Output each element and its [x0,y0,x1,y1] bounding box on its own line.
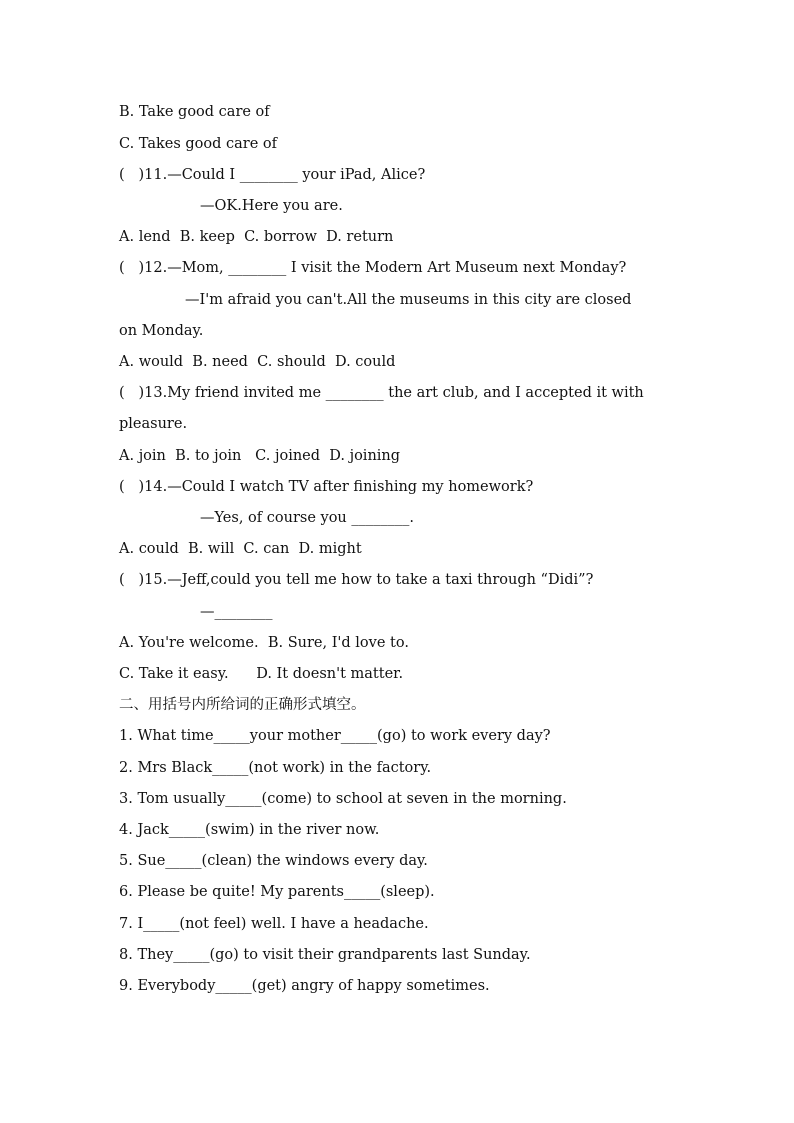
fill-in-item-9: 9. Everybody_____(get) angry of happy sometimes. [119,978,490,994]
option-b-previous: B. Take good care of [119,104,270,120]
question-12-options: A. would B. need C. should D. could [119,354,396,370]
question-15-stem: ( )15.—Jeff,could you tell me how to take a taxi through “Didi”? [119,572,594,588]
question-13-stem-line2: pleasure. [119,416,188,432]
fill-in-item-3: 3. Tom usually_____(come) to school at seven in the morning. [119,791,567,807]
question-14-options: A. could B. will C. can D. might [119,541,362,557]
question-12-stem: ( )12.—Mom, ________ I visit the Modern Art Museum next Monday? [119,260,627,276]
section-2-heading: 二、用括号内所给词的正确形式填空。 [119,697,366,713]
fill-in-item-7: 7. I_____(not feel) well. I have a headache. [119,916,429,932]
question-14-reply: —Yes, of course you ________. [200,510,414,526]
fill-in-item-2: 2. Mrs Black_____(not work) in the factory. [119,760,432,776]
question-13-options: A. join B. to join C. joined D. joining [119,448,401,464]
fill-in-item-4: 4. Jack_____(swim) in the river now. [119,822,380,838]
question-11-stem: ( )11.—Could I ________ your iPad, Alice? [119,167,426,183]
question-15-options-line2: C. Take it easy. D. It doesn't matter. [119,666,404,682]
question-11-options: A. lend B. keep C. borrow D. return [119,229,394,245]
fill-in-item-6: 6. Please be quite! My parents_____(sleep). [119,884,435,900]
fill-in-item-5: 5. Sue_____(clean) the windows every day. [119,853,428,869]
question-12-reply-line1: —I'm afraid you can't.All the museums in this city are closed [185,292,632,308]
question-15-options-line1: A. You're welcome. B. Sure, I'd love to. [119,635,409,651]
question-13-stem-line1: ( )13.My friend invited me ________ the art club, and I accepted it with [119,385,644,401]
question-11-reply: —OK.Here you are. [200,198,343,214]
question-14-stem: ( )14.—Could I watch TV after finishing my homework? [119,479,534,495]
fill-in-item-1: 1. What time_____your mother_____(go) to work every day? [119,728,551,744]
question-15-reply: —________ [200,604,273,620]
fill-in-item-8: 8. They_____(go) to visit their grandparents last Sunday. [119,947,531,963]
option-c-previous: C. Takes good care of [119,136,278,152]
question-12-reply-line2: on Monday. [119,323,204,339]
